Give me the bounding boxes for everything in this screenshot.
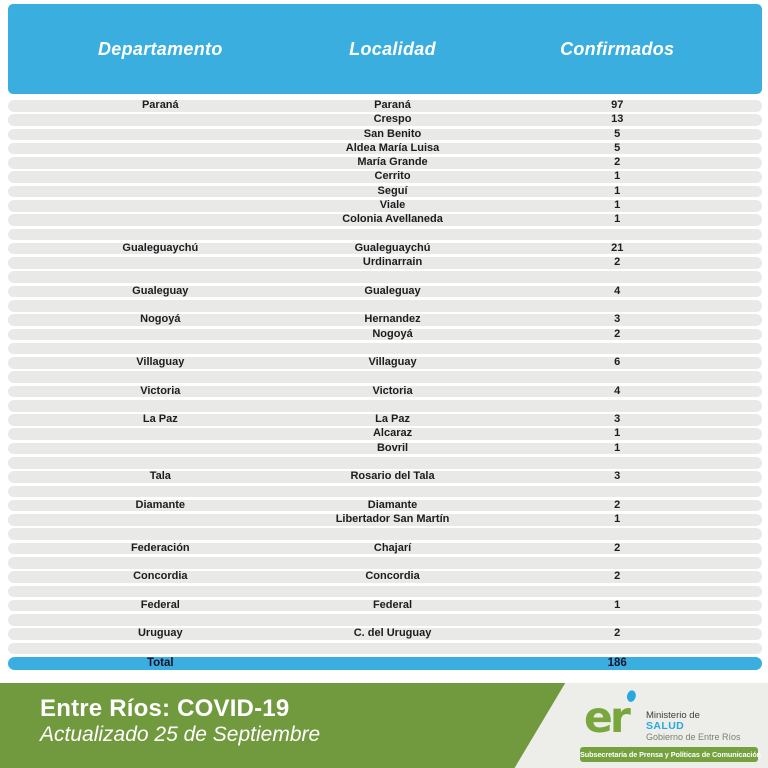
cell-localidad: Concordia bbox=[365, 570, 420, 583]
cell-localidad: Seguí bbox=[377, 184, 408, 197]
cell-departamento: Concordia bbox=[133, 570, 188, 583]
cell-confirmados: 5 bbox=[614, 141, 621, 154]
cell-departamento: Gualeguay bbox=[132, 284, 189, 297]
cell-localidad: Bovril bbox=[376, 441, 409, 454]
cell-localidad: San Benito bbox=[363, 127, 422, 140]
government-line: Gobierno de Entre Ríos bbox=[646, 732, 741, 742]
column-header-departamento: Departamento bbox=[97, 38, 223, 59]
table-row bbox=[8, 157, 762, 169]
cell-departamento: Federación bbox=[130, 541, 190, 554]
spacer-row bbox=[8, 400, 762, 412]
total-row bbox=[8, 657, 762, 670]
table-row bbox=[8, 514, 762, 526]
cell-localidad: La Paz bbox=[375, 413, 410, 426]
table-row bbox=[8, 471, 762, 483]
spacer-row bbox=[8, 614, 762, 626]
cell-confirmados: 2 bbox=[614, 627, 621, 640]
spacer-row bbox=[8, 229, 762, 241]
cell-localidad: C. del Uruguay bbox=[353, 627, 432, 640]
cell-localidad: Chajarí bbox=[373, 541, 412, 554]
cell-confirmados: 1 bbox=[614, 427, 621, 440]
table-row bbox=[8, 428, 762, 440]
table-row bbox=[8, 214, 762, 226]
table-row bbox=[8, 628, 762, 640]
cell-confirmados: 97 bbox=[611, 99, 624, 111]
table-body bbox=[8, 100, 762, 657]
cell-departamento: Victoria bbox=[140, 384, 181, 397]
table-row bbox=[8, 129, 762, 141]
cell-confirmados: 5 bbox=[614, 127, 621, 140]
cell-localidad: Libertador San Martín bbox=[335, 513, 450, 526]
cell-localidad: Viale bbox=[379, 198, 406, 211]
cell-departamento: Tala bbox=[149, 470, 171, 483]
cell-confirmados: 2 bbox=[614, 156, 621, 169]
cell-confirmados: 2 bbox=[614, 498, 621, 511]
table-row bbox=[8, 357, 762, 369]
column-header-localidad: Localidad bbox=[349, 38, 436, 59]
table-header bbox=[8, 4, 762, 94]
cell-localidad: Victoria bbox=[372, 384, 413, 397]
spacer-row bbox=[8, 457, 762, 469]
cell-localidad: María Grande bbox=[357, 156, 428, 169]
table-row bbox=[8, 257, 762, 269]
cell-confirmados: 3 bbox=[614, 413, 621, 426]
footer-titles bbox=[40, 696, 320, 747]
cell-confirmados: 1 bbox=[614, 213, 621, 226]
cell-departamento: Federal bbox=[140, 598, 180, 611]
cell-localidad: Rosario del Tala bbox=[350, 470, 435, 483]
er-monogram: er bbox=[584, 693, 629, 742]
spacer-row bbox=[8, 528, 762, 540]
table-row bbox=[8, 171, 762, 183]
cell-confirmados: 4 bbox=[614, 384, 621, 397]
table-row bbox=[8, 114, 762, 126]
ministry-text-block bbox=[646, 710, 741, 743]
spacer-row bbox=[8, 486, 762, 498]
cell-confirmados: 4 bbox=[614, 284, 621, 297]
cell-departamento: Paraná bbox=[141, 99, 179, 111]
cell-localidad: Gualeguaychú bbox=[354, 241, 431, 254]
cell-departamento: Villaguay bbox=[136, 356, 185, 369]
cell-localidad: Paraná bbox=[374, 99, 411, 111]
table-row bbox=[8, 143, 762, 155]
table-row bbox=[8, 571, 762, 583]
ministry-line: Ministerio de bbox=[646, 710, 700, 721]
cell-confirmados: 1 bbox=[614, 598, 621, 611]
cell-confirmados: 6 bbox=[614, 356, 621, 369]
cell-localidad: Cerrito bbox=[374, 170, 411, 183]
spacer-row bbox=[8, 643, 762, 655]
table-row bbox=[8, 543, 762, 555]
table-row bbox=[8, 414, 762, 426]
cell-localidad: Alcaraz bbox=[372, 427, 413, 440]
spacer-row bbox=[8, 271, 762, 283]
cell-localidad: Gualeguay bbox=[364, 284, 421, 297]
total-label: Total bbox=[146, 657, 174, 669]
cell-departamento: Diamante bbox=[135, 498, 186, 511]
cell-localidad: Urdinarrain bbox=[362, 256, 423, 269]
table-row bbox=[8, 314, 762, 326]
cell-confirmados: 21 bbox=[611, 241, 624, 254]
cell-confirmados: 2 bbox=[614, 541, 621, 554]
footer-title: Entre Ríos: COVID-19 bbox=[40, 695, 290, 722]
cell-departamento: La Paz bbox=[142, 413, 178, 426]
cell-confirmados: 13 bbox=[611, 113, 624, 126]
table-row bbox=[8, 600, 762, 612]
cell-confirmados: 1 bbox=[614, 441, 621, 454]
cell-confirmados: 1 bbox=[614, 513, 621, 526]
cell-confirmados: 1 bbox=[614, 198, 621, 211]
spacer-row bbox=[8, 586, 762, 598]
salud-line: SALUD bbox=[646, 720, 685, 732]
cell-localidad: Villaguay bbox=[368, 356, 417, 369]
table-row bbox=[8, 100, 762, 112]
cell-localidad: Hernandez bbox=[364, 313, 421, 326]
table-row bbox=[8, 243, 762, 255]
table-row bbox=[8, 329, 762, 341]
cell-confirmados: 2 bbox=[614, 327, 621, 340]
cell-localidad: Crespo bbox=[373, 113, 412, 126]
table-row bbox=[8, 443, 762, 455]
total-value: 186 bbox=[607, 657, 627, 669]
cell-confirmados: 2 bbox=[614, 570, 621, 583]
subsecretaria-badge: Subsecretaría de Prensa y Políticas de Comunicación bbox=[580, 747, 758, 762]
spacer-row bbox=[8, 343, 762, 355]
table-row bbox=[8, 186, 762, 198]
cell-departamento: Gualeguaychú bbox=[122, 241, 199, 254]
cell-confirmados: 2 bbox=[614, 256, 621, 269]
er-logo-icon bbox=[584, 688, 642, 742]
spacer-row bbox=[8, 371, 762, 383]
table-row bbox=[8, 386, 762, 398]
spacer-row bbox=[8, 557, 762, 569]
table-row bbox=[8, 286, 762, 298]
footer bbox=[0, 683, 768, 768]
table-row bbox=[8, 200, 762, 212]
column-header-confirmados: Confirmados bbox=[560, 38, 675, 59]
cell-localidad: Aldea María Luisa bbox=[345, 141, 440, 154]
table-row bbox=[8, 500, 762, 512]
spacer-row bbox=[8, 300, 762, 312]
cell-localidad: Federal bbox=[372, 598, 413, 611]
cell-confirmados: 3 bbox=[614, 470, 621, 483]
footer-subtitle: Actualizado 25 de Septiembre bbox=[40, 723, 321, 746]
cell-confirmados: 3 bbox=[614, 313, 621, 326]
cell-localidad: Nogoyá bbox=[372, 327, 413, 340]
cell-confirmados: 1 bbox=[614, 170, 621, 183]
cell-confirmados: 1 bbox=[614, 184, 621, 197]
cell-localidad: Diamante bbox=[367, 498, 418, 511]
cell-departamento: Uruguay bbox=[137, 627, 183, 640]
cell-departamento: Nogoyá bbox=[140, 313, 181, 326]
cell-localidad: Colonia Avellaneda bbox=[342, 213, 443, 226]
